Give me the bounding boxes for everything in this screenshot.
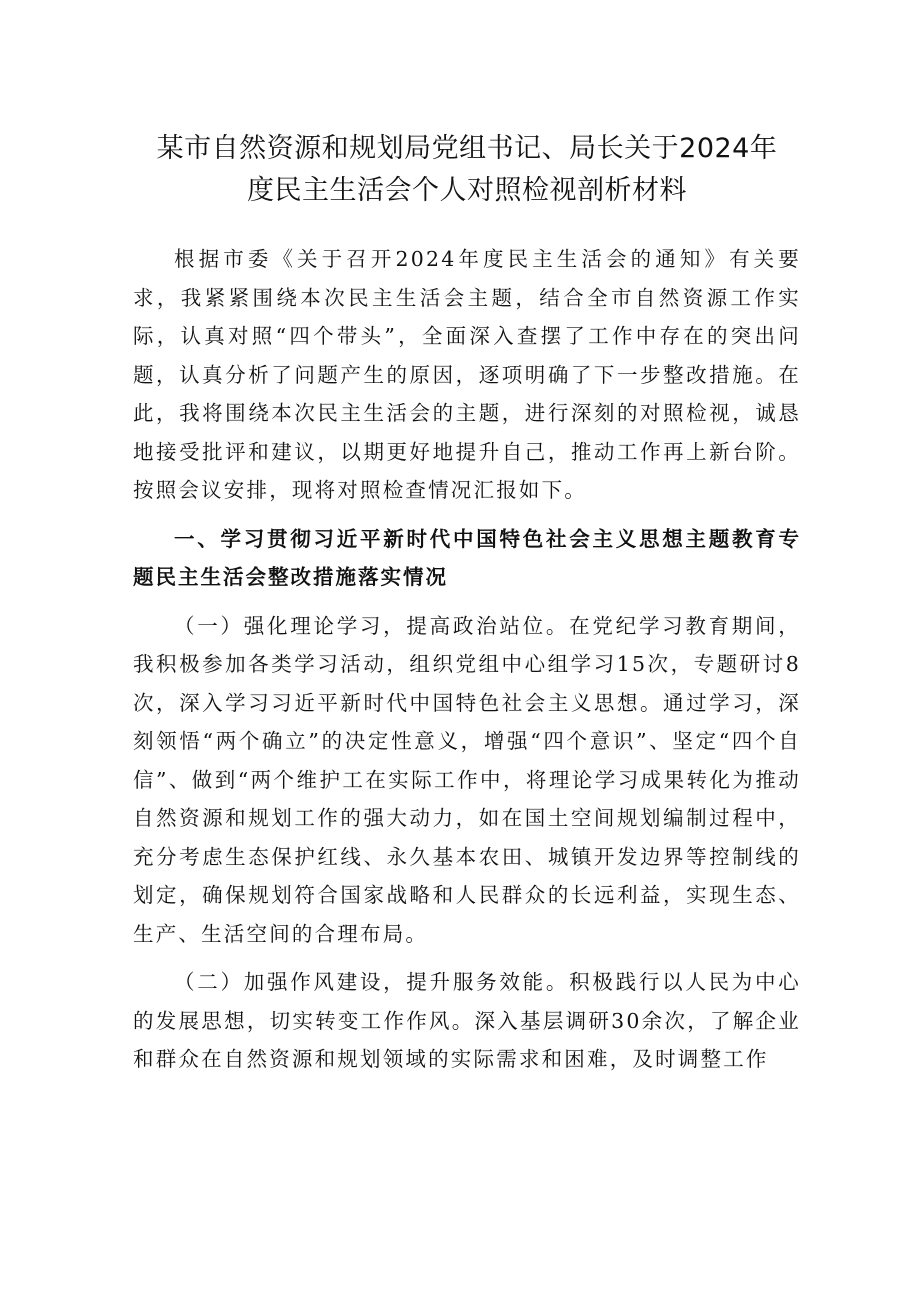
title-line-1: 某市自然资源和规划局党组书记、局长关于2024年 [156,133,778,164]
intro-paragraph: 根据市委《关于召开2024年度民主生活会的通知》有关要求，我紧紧围绕本次民主生活会主题，结合全市自然资源工作实际，认真对照“四个带头”，全面深入查摆了工作中存在的突出问题，认真分析了问题产生的原因，逐项明确了下一步整改措施。在此，我将围绕本次民主生活会的主题，进行深刻的对照检视，诚恳地接受批评和建议，以期更好地提升自己，推动工作再上新台阶。按照会议安排，现将对照检查情况汇报如下。 [133,247,801,502]
document-page [133,128,801,1089]
document-title [133,128,801,212]
section-1-paragraph-2: （二）加强作风建设，提升服务效能。积极践行以人民为中心的发展思想，切实转变工作作风。深入基层调研30余次，了解企业和群众在自然资源和规划领域的实际需求和困难，及时调整工作 [133,970,801,1071]
title-line-2: 度民主生活会个人对照检视剖析材料 [247,175,687,206]
section-1-heading: 一、学习贯彻习近平新时代中国特色社会主义思想主题教育专题民主生活会整改措施落实情况 [133,526,801,589]
section-1-paragraph-1: （一）强化理论学习，提高政治站位。在党纪学习教育期间，我积极参加各类学习活动，组织党组中心组学习15次，专题研讨8次，深入学习习近平新时代中国特色社会主义思想。通过学习，深刻领悟“两个确立”的决定性意义，增强“四个意识”、坚定“四个自信”、做到“两个维护工在实际工作中，将理论学习成果转化为推动自然资源和规划工作的强大动力，如在国土空间规划编制过程中，充分考虑生态保护红线、永久基本农田、城镇开发边界等控制线的划定，确保规划符合国家战略和人民群众的长远利益，实现生态、生产、生活空间的合理布局。 [133,613,801,946]
